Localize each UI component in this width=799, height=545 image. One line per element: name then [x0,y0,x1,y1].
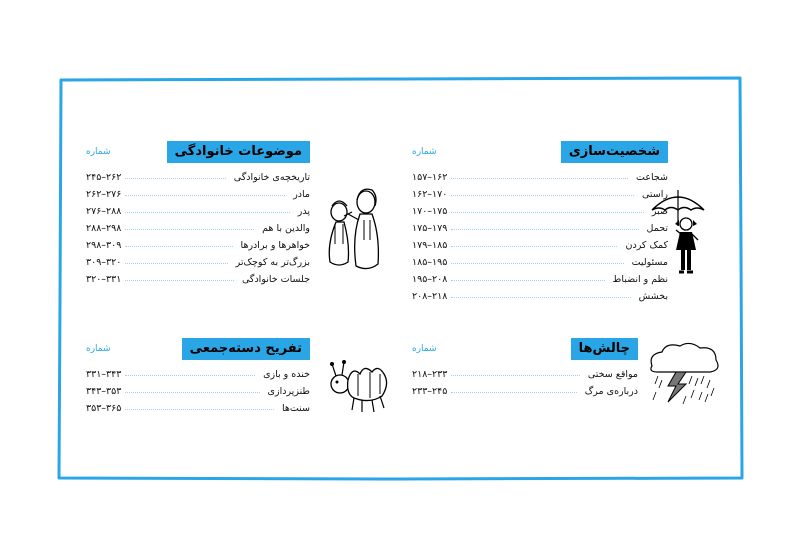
toc-list [86,169,310,288]
toc-row [86,186,310,203]
dotted-leader [125,391,259,393]
toc-entry-title: خنده و بازی [263,369,310,380]
column-label: شماره [412,147,437,157]
toc-entry-title: مادر [293,189,310,200]
toc-row [412,383,638,400]
toc-entry-title: صبر [651,206,668,217]
dotted-leader [451,374,579,376]
dotted-leader [451,391,576,393]
section-group-fun [86,338,310,417]
toc-entry-title: مواقع سختی [587,369,638,380]
toc-entry-title: نظم و انضباط [612,274,668,285]
section-family [86,141,310,288]
toc-entry-pages: ۱۶۲–۱۷۰ [412,189,448,200]
toc-entry-pages: ۱۹۵–۲۰۸ [412,274,448,285]
toc-entry-title: مسئولیت [631,257,668,268]
toc-entry-pages: ۲۳۳–۲۴۵ [412,386,448,397]
toc-row [86,383,310,400]
toc-row [86,271,310,288]
toc-entry-pages: ۳۴۳–۳۵۳ [86,386,122,397]
section-title: شخصیت‌سازی [561,141,668,163]
column-label: شماره [412,344,437,354]
toc-list [86,366,310,417]
toc-entry-pages: ۱۷۵–۱۷۹ [412,223,448,234]
dotted-leader [125,245,232,247]
toc-entry-title: کمک کردن [625,240,668,251]
toc-entry-pages: ۲۹۸–۳۰۹ [86,240,122,251]
toc-row [86,366,310,383]
toc-entry-title: سنت‌ها [281,403,310,414]
toc-entry-title: بزرگ‌تر به کوچک‌تر [235,257,310,268]
toc-entry-title: خواهرها و برادرها [240,240,310,251]
two-people-illustration [322,184,384,272]
toc-entry-title: جلسات خانوادگی [242,274,310,285]
toc-entry-pages: ۲۱۸–۲۳۳ [412,369,448,380]
dotted-leader [451,177,628,179]
dotted-leader [451,194,634,196]
dotted-leader [451,245,617,247]
toc-row [86,169,310,186]
toc-entry-title: شجاعت [636,172,668,183]
toc-entry-pages: ۲۸۸–۲۹۸ [86,223,122,234]
dotted-leader [125,228,254,230]
dotted-leader [125,408,274,410]
toc-entry-pages: ۱۷۰–۱۷۵ [412,206,448,217]
dotted-leader [451,262,623,264]
section-title: تفریح دسته‌جمعی [182,338,310,360]
toc-row [86,400,310,417]
dotted-leader [451,296,630,298]
toc-entry-title: تحمل [646,223,668,234]
dotted-leader [451,211,643,213]
column-label: شماره [86,147,111,157]
dotted-leader [125,177,225,179]
toc-row [412,237,668,254]
toc-entry-pages: ۲۶۲–۲۷۶ [86,189,122,200]
section-title: موضوعات خانوادگی [167,141,310,163]
storm-cloud-illustration [646,340,724,414]
toc-row [86,203,310,220]
toc-entry-pages: ۲۴۵–۲۶۲ [86,172,122,183]
toc-entry-pages: ۱۵۷–۱۶۲ [412,172,448,183]
dotted-leader [125,279,234,281]
toc-entry-pages: ۳۳۱–۳۴۳ [86,369,122,380]
toc-entry-title: والدین با هم [262,223,310,234]
toc-row [412,271,668,288]
section-title: چالش‌ها [571,338,638,360]
toc-entry-title: طنزپردازی [267,386,310,397]
toc-entry-pages: ۳۰۹–۳۲۰ [86,257,122,268]
toc-entry-pages: ۳۲۰–۳۳۱ [86,274,122,285]
caterpillar-illustration [324,360,390,418]
toc-entry-pages: ۲۰۸–۲۱۸ [412,291,448,302]
dotted-leader [451,279,604,281]
toc-row [412,169,668,186]
toc-entry-title: راستی [642,189,668,200]
section-challenges [412,338,638,400]
toc-row [412,203,668,220]
toc-row [86,237,310,254]
toc-entry-pages: ۲۷۶–۲۸۸ [86,206,122,217]
toc-entry-title: پدر [297,206,310,217]
toc-row [412,288,668,305]
toc-row [412,186,668,203]
section-personality [412,141,668,305]
dotted-leader [125,211,289,213]
dotted-leader [125,194,285,196]
toc-list [412,169,668,305]
dotted-leader [451,228,638,230]
toc-row [412,254,668,271]
toc-row [86,220,310,237]
toc-row [412,366,638,383]
toc-list [412,366,638,400]
toc-row [412,220,668,237]
toc-entry-pages: ۳۵۳–۳۶۵ [86,403,122,414]
toc-entry-pages: ۱۸۵–۱۹۵ [412,257,448,268]
toc-row [86,254,310,271]
column-label: شماره [86,344,111,354]
dotted-leader [125,374,255,376]
girl-umbrella-illustration [648,186,708,278]
toc-entry-title: درباره‌ی مرگ [584,386,638,397]
dotted-leader [125,262,227,264]
toc-entry-pages: ۱۷۹–۱۸۵ [412,240,448,251]
toc-entry-title: بخشش [638,291,668,302]
toc-entry-title: تاریخچه‌ی خانوادگی [233,172,310,183]
